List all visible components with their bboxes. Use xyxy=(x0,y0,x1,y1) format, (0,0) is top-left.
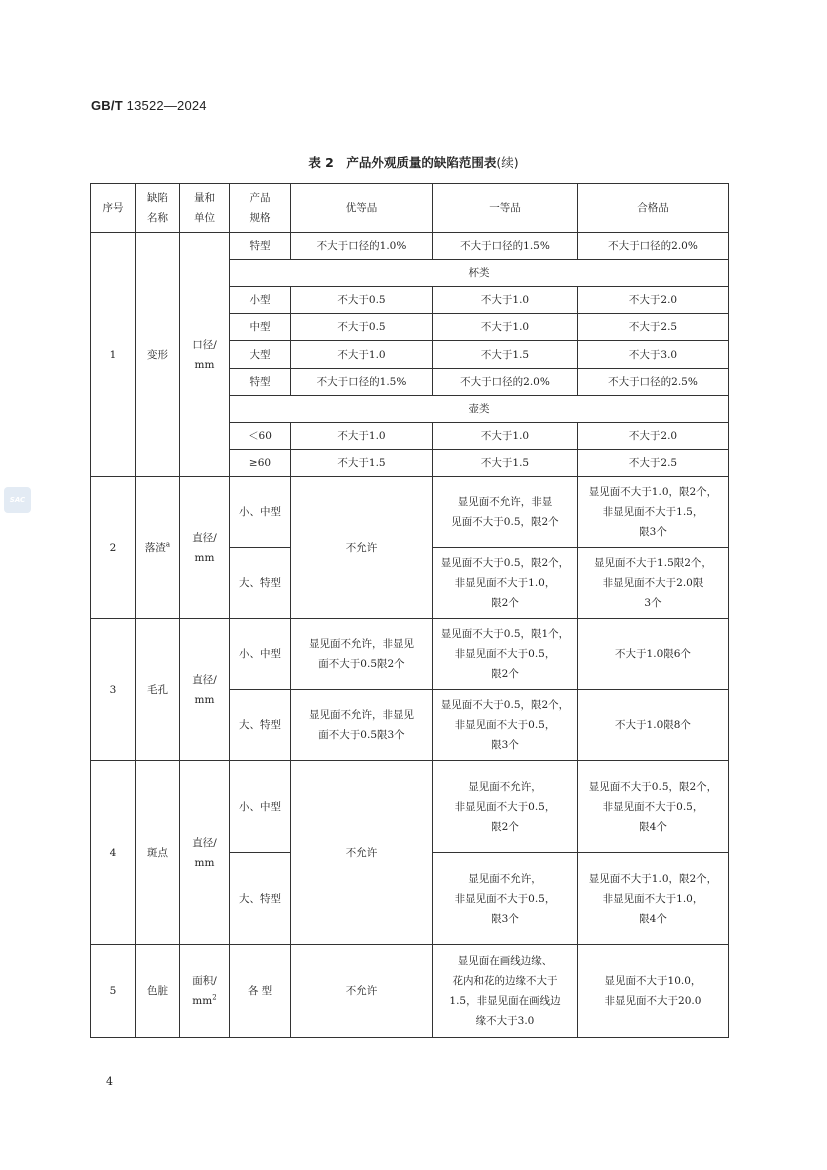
table-row xyxy=(91,761,729,853)
excellent-cell: 不大于0.5 xyxy=(291,287,433,314)
excellent-cell: 不大于0.5 xyxy=(291,314,433,341)
standard-code xyxy=(91,98,207,113)
first-grade-cell: 不大于口径的2.0% xyxy=(433,369,578,396)
first-grade-cell: 显见面不大于0.5，限2个， 非显见面不大于1.0， 限2个 xyxy=(433,548,578,619)
watermark-logo: SAC xyxy=(4,487,31,513)
table-row xyxy=(91,619,729,690)
qualified-cell: 不大于2.5 xyxy=(578,450,729,477)
spec-cell: 特型 xyxy=(230,369,291,396)
unit-cell: 直径/ mm xyxy=(180,477,230,619)
table-caption-main: 表 2 产品外观质量的缺陷范围表 xyxy=(308,155,497,170)
excellent-cell: 不大于1.0 xyxy=(291,423,433,450)
spec-cell: 小、中型 xyxy=(230,761,291,853)
excellent-cell: 不允许 xyxy=(291,945,433,1038)
unit-superscript: 2 xyxy=(212,993,217,1002)
defect-name-cell: 斑点 xyxy=(136,761,180,945)
header-excellent: 优等品 xyxy=(291,184,433,233)
table-row xyxy=(91,233,729,260)
first-grade-cell: 不大于1.5 xyxy=(433,341,578,369)
defect-name-cell xyxy=(136,477,180,619)
header-first-grade: 一等品 xyxy=(433,184,578,233)
excellent-cell: 显见面不允许，非显见 面不大于0.5限3个 xyxy=(291,690,433,761)
standard-code-prefix: GB/T xyxy=(91,98,123,113)
standard-code-number: 13522—2024 xyxy=(126,98,207,113)
first-grade-cell: 显见面在画线边缘、 花内和花的边缘不大于 1.5，非显见面在画线边 缘不大于3.0 xyxy=(433,945,578,1038)
table-caption xyxy=(0,153,827,171)
spec-cell: 各 型 xyxy=(230,945,291,1038)
unit-cell: 口径/ mm xyxy=(180,233,230,477)
qualified-cell: 不大于口径的2.0% xyxy=(578,233,729,260)
first-grade-cell: 显见面不大于0.5，限1个， 非显见面不大于0.5， 限2个 xyxy=(433,619,578,690)
first-grade-cell: 不大于1.0 xyxy=(433,287,578,314)
excellent-cell: 显见面不允许，非显见 面不大于0.5限2个 xyxy=(291,619,433,690)
unit-cell xyxy=(180,945,230,1038)
spec-cell: 特型 xyxy=(230,233,291,260)
excellent-cell: 不大于1.5 xyxy=(291,450,433,477)
spec-cell: 中型 xyxy=(230,314,291,341)
seq-cell: 1 xyxy=(91,233,136,477)
seq-cell: 5 xyxy=(91,945,136,1038)
category-header-cup: 杯类 xyxy=(230,260,729,287)
footnote-marker: a xyxy=(165,540,171,548)
header-spec: 产品 规格 xyxy=(230,184,291,233)
qualified-cell: 不大于2.0 xyxy=(578,423,729,450)
first-grade-cell: 不大于1.0 xyxy=(433,314,578,341)
spec-cell: 大型 xyxy=(230,341,291,369)
excellent-cell: 不大于口径的1.0% xyxy=(291,233,433,260)
header-seq: 序号 xyxy=(91,184,136,233)
spec-cell: 大、特型 xyxy=(230,690,291,761)
unit-cell: 直径/ mm xyxy=(180,619,230,761)
qualified-cell: 显见面不大于0.5，限2个， 非显见面不大于0.5， 限4个 xyxy=(578,761,729,853)
spec-cell: ≥60 xyxy=(230,450,291,477)
excellent-cell: 不大于1.0 xyxy=(291,341,433,369)
table-row xyxy=(91,945,729,1038)
first-grade-cell: 显见面不允许，非显 见面不大于0.5，限2个 xyxy=(433,477,578,548)
spec-cell: 小、中型 xyxy=(230,619,291,690)
seq-cell: 2 xyxy=(91,477,136,619)
defect-name-cell: 色脏 xyxy=(136,945,180,1038)
header-qualified: 合格品 xyxy=(578,184,729,233)
seq-cell: 4 xyxy=(91,761,136,945)
header-defect-name: 缺陷 名称 xyxy=(136,184,180,233)
defect-name-cell: 变形 xyxy=(136,233,180,477)
qualified-cell: 显见面不大于1.5限2个， 非显见面不大于2.0限 3个 xyxy=(578,548,729,619)
excellent-cell: 不允许 xyxy=(291,761,433,945)
defect-name-cell: 毛孔 xyxy=(136,619,180,761)
qualified-cell: 显见面不大于10.0， 非显见面不大于20.0 xyxy=(578,945,729,1038)
qualified-cell: 不大于2.5 xyxy=(578,314,729,341)
first-grade-cell: 显见面不大于0.5，限2个， 非显见面不大于0.5， 限3个 xyxy=(433,690,578,761)
defect-range-table xyxy=(90,183,729,1038)
spec-cell: 小、中型 xyxy=(230,477,291,548)
qualified-cell: 不大于1.0限6个 xyxy=(578,619,729,690)
spec-cell: 大、特型 xyxy=(230,853,291,945)
excellent-cell: 不大于口径的1.5% xyxy=(291,369,433,396)
qualified-cell: 显见面不大于1.0，限2个， 非显见面不大于1.0， 限4个 xyxy=(578,853,729,945)
first-grade-cell: 显见面不允许， 非显见面不大于0.5， 限2个 xyxy=(433,761,578,853)
category-header-pot: 壶类 xyxy=(230,396,729,423)
page-number: 4 xyxy=(106,1075,113,1088)
spec-cell: 大、特型 xyxy=(230,548,291,619)
table-row xyxy=(91,477,729,548)
spec-cell: ＜60 xyxy=(230,423,291,450)
seq-cell: 3 xyxy=(91,619,136,761)
qualified-cell: 不大于2.0 xyxy=(578,287,729,314)
header-unit: 量和 单位 xyxy=(180,184,230,233)
qualified-cell: 显见面不大于1.0，限2个， 非显见面不大于1.5， 限3个 xyxy=(578,477,729,548)
excellent-cell: 不允许 xyxy=(291,477,433,619)
spec-cell: 小型 xyxy=(230,287,291,314)
first-grade-cell: 不大于1.5 xyxy=(433,450,578,477)
qualified-cell: 不大于1.0限8个 xyxy=(578,690,729,761)
table-header-row xyxy=(91,184,729,233)
unit-cell: 直径/ mm xyxy=(180,761,230,945)
first-grade-cell: 不大于口径的1.5% xyxy=(433,233,578,260)
qualified-cell: 不大于口径的2.5% xyxy=(578,369,729,396)
first-grade-cell: 不大于1.0 xyxy=(433,423,578,450)
defect-name-text: 落渣 xyxy=(144,541,166,554)
first-grade-cell: 显见面不允许， 非显见面不大于0.5， 限3个 xyxy=(433,853,578,945)
qualified-cell: 不大于3.0 xyxy=(578,341,729,369)
table-caption-continued: (续) xyxy=(496,155,519,170)
unit-text: 面积/ mm xyxy=(192,975,217,1007)
